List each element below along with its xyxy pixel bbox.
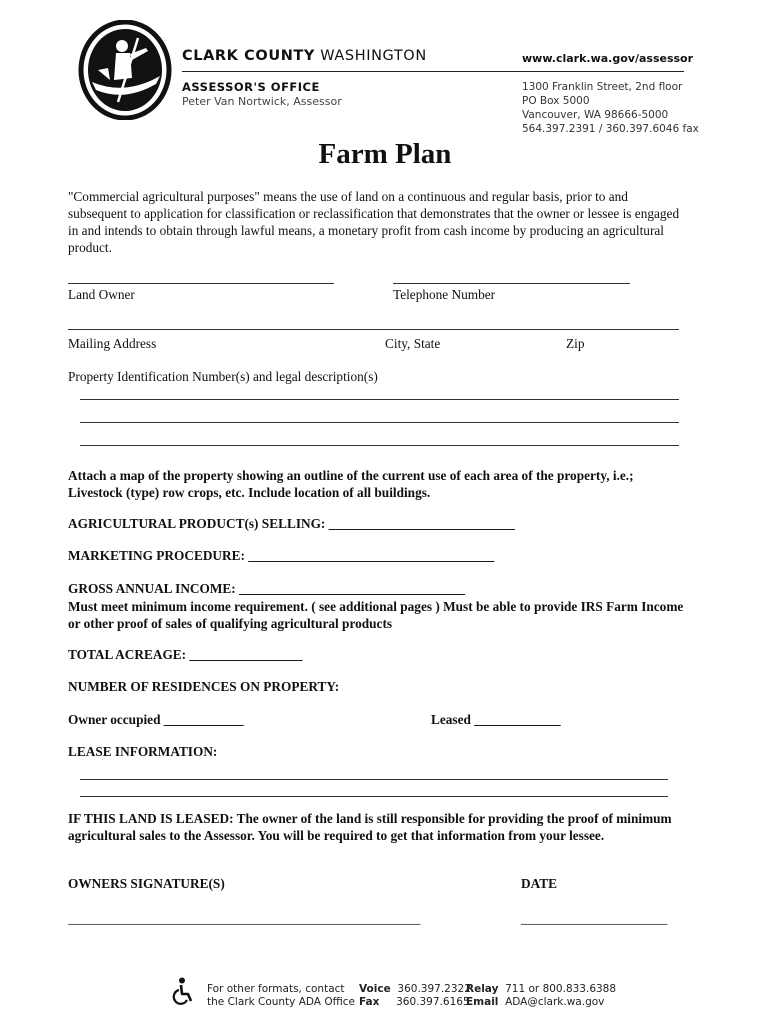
residences-label: NUMBER OF RESIDENCES ON PROPERTY:	[68, 679, 340, 694]
address-line-2: PO Box 5000	[522, 95, 590, 107]
parcel-line-2[interactable]	[80, 422, 679, 423]
date-label: DATE	[521, 876, 557, 891]
telephone-label: Telephone Number	[393, 287, 496, 302]
ada-contact-line-2: the Clark County ADA Office	[207, 995, 355, 1008]
marketing-field[interactable]: MARKETING PROCEDURE: _____________________________________	[68, 548, 495, 563]
acreage-field[interactable]: TOTAL ACREAGE: _________________	[68, 647, 303, 662]
map-instructions: Attach a map of the property showing an outline of the current use of each area of the property, i.e.; Livestock (type) row crops, etc. Include location of all buildings.	[68, 468, 634, 500]
header-rule	[182, 71, 684, 72]
page-title: Farm Plan	[318, 138, 452, 170]
county-name: CLARK COUNTY WASHINGTON	[182, 48, 427, 64]
land-owner-label: Land Owner	[68, 287, 135, 302]
mailing-address-field[interactable]	[68, 329, 679, 330]
income-field[interactable]: GROSS ANNUAL INCOME: __________________________________	[68, 581, 466, 596]
address-line-3: Vancouver, WA 98666-5000	[522, 109, 669, 121]
lease-warning: IF THIS LAND IS LEASED: The owner of the land is still responsible for providing the proof of minimum agricultural sales to the Assessor. You will be required to get that information from your lessee.	[68, 811, 672, 843]
land-owner-field[interactable]	[68, 283, 334, 284]
parcel-line-3[interactable]	[80, 445, 679, 446]
mailing-address-label: Mailing Address	[68, 336, 157, 351]
clark-county-seal-logo	[78, 20, 172, 120]
relay-email-contacts	[466, 983, 616, 1008]
ada-contact-line-1: For other formats, contact	[207, 983, 345, 995]
parcel-line-1[interactable]	[80, 399, 679, 400]
city-state-label: City, State	[385, 336, 441, 351]
office-name: ASSESSOR'S OFFICE	[182, 80, 320, 94]
fax-label: Fax	[359, 995, 380, 1008]
voice-number[interactable]: 360.397.2322	[397, 983, 471, 995]
zip-label: Zip	[566, 336, 585, 351]
leased-field[interactable]: Leased _____________	[431, 712, 561, 727]
email-address[interactable]: ADA@clark.wa.gov	[505, 995, 605, 1008]
address-line-1: 1300 Franklin Street, 2nd floor	[522, 81, 683, 93]
phone-contacts	[359, 983, 471, 1008]
owners-signature-label: OWNERS SIGNATURE(S)	[68, 876, 225, 891]
owners-signature-field[interactable]: _____________________________________________________	[68, 911, 421, 926]
products-field[interactable]: AGRICULTURAL PRODUCT(s) SELLING: ____________________________	[68, 516, 515, 531]
relay-label: Relay	[466, 983, 499, 995]
owner-occupied-field[interactable]: Owner occupied ____________	[68, 712, 244, 727]
telephone-field[interactable]	[393, 283, 630, 284]
assessor-name: Peter Van Nortwick, Assessor	[182, 95, 342, 108]
lease-line-1[interactable]	[80, 779, 668, 780]
voice-label: Voice	[359, 983, 391, 995]
ada-contact	[207, 983, 355, 1008]
relay-number[interactable]: 711 or 800.833.6388	[505, 983, 617, 995]
fax-number[interactable]: 360.397.6165	[396, 995, 470, 1008]
assessor-url[interactable]: www.clark.wa.gov/assessor	[522, 52, 694, 65]
lease-info-label: LEASE INFORMATION:	[68, 744, 218, 759]
definition-paragraph: "Commercial agricultural purposes" means the use of land on a continuous and regular basis, prior to and subsequent to application for classification or reclassification that demonstrates that the owner or lessee is engaged in and intends to obtain through lawful means, a monetary profit from cash income by producing an agricultural product.	[68, 189, 680, 255]
parcel-label: Property Identification Number(s) and legal description(s)	[68, 369, 378, 384]
email-label: Email	[466, 995, 499, 1008]
wheelchair-accessibility-icon	[172, 977, 194, 1005]
address-phone: 564.397.2391 / 360.397.6046 fax	[522, 123, 699, 135]
date-field[interactable]: ______________________	[521, 911, 668, 926]
lease-line-2[interactable]	[80, 796, 668, 797]
income-note: Must meet minimum income requirement. ( see additional pages ) Must be able to provide IRS Farm Income or other proof of sales of qualifying agricultural products	[68, 599, 684, 631]
